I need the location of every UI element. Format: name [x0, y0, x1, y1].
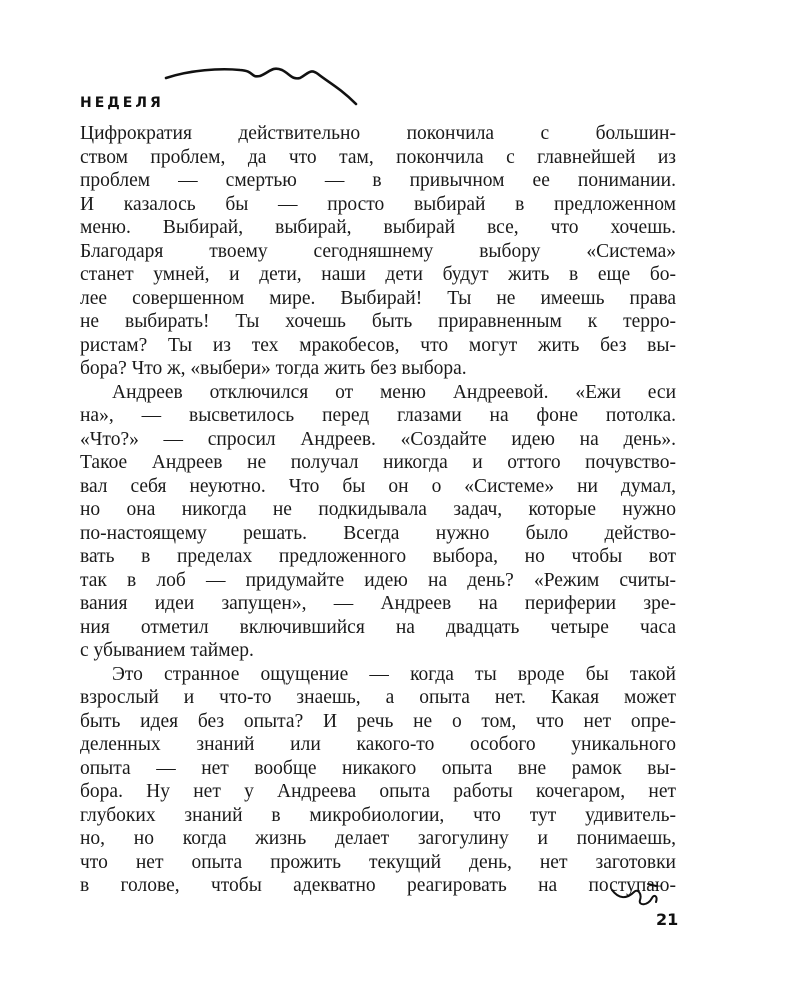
text-line: ристам? Ты из тех мракобесов, что могут жить без вы- [80, 334, 676, 356]
text-line: деленных знаний или какого-то особого уникального [80, 734, 676, 755]
text-line: что нет опыта прожить текущий день, нет заготовки [80, 851, 676, 873]
text-line: бора? Что ж, «выбери» тогда жить без выбора. [80, 358, 467, 379]
text-line: ством проблем, да что там, покончила с главнейшей из [80, 146, 676, 168]
text-line: проблем — смертью — в привычном ее понимании. [80, 170, 676, 191]
text-line: ния отметил включившийся на двадцать четыре часа [80, 616, 676, 638]
text-line: вания идеи запущен», — Андреев на периферии зре- [80, 593, 676, 614]
text-line: не выбирать! Ты хочешь быть приравненным к терро- [80, 311, 676, 332]
text-line: по-настоящему решать. Всегда нужно было действо- [80, 522, 676, 544]
page-number: 21 [656, 910, 679, 929]
text-line: Такое Андреев не получал никогда и оттого почувство- [80, 452, 676, 473]
text-line: И казалось бы — просто выбирай в предложенном [80, 193, 676, 215]
text-line: станет умней, и дети, наши дети будут жить в еще бо- [80, 264, 676, 285]
text-line: вал себя неуютно. Что бы он о «Системе» ни думал, [80, 475, 676, 497]
text-line: но она никогда не подкидывала задач, которые нужно [80, 499, 676, 520]
text-line: Благодаря твоему сегодняшнему выбору «Система» [80, 240, 676, 262]
text-line: с убыванием таймер. [80, 640, 254, 661]
text-line: бора. Ну нет у Андреева опыта работы кочегаром, нет [80, 781, 676, 802]
text-line: Это странное ощущение — когда ты вроде бы такой [112, 663, 676, 685]
text-line: Андреев отключился от меню Андреевой. «Ежи еси [112, 381, 676, 403]
body-text [80, 122, 676, 898]
text-line: быть идея без опыта? И речь не о том, что нет опре- [80, 710, 676, 732]
text-line: на», — высветилось перед глазами на фоне потолка. [80, 405, 676, 426]
text-line: в голове, чтобы адекватно реагировать на поступаю- [80, 875, 676, 896]
text-line: но, но когда жизнь делает загогулину и понимаешь, [80, 828, 676, 849]
text-line: опыта — нет вообще никакого опыта вне рамок вы- [80, 757, 676, 779]
decorative-squiggle-icon [608, 880, 668, 910]
text-line: лее совершенном мире. Выбирай! Ты не имеешь права [80, 287, 676, 309]
text-line: «Что?» — спросил Андреев. «Создайте идею на день». [80, 428, 676, 450]
text-line: глубоких знаний в микробиологии, что тут удивитель- [80, 804, 676, 826]
text-line: меню. Выбирай, выбирай, выбирай все, что хочешь. [80, 217, 676, 238]
text-line: Цифрократия действительно покончила с большин- [80, 123, 676, 144]
text-line: вать в пределах предложенного выбора, но чтобы вот [80, 546, 676, 567]
text-line: взрослый и что-то знаешь, а опыта нет. Какая может [80, 687, 676, 708]
text-line: так в лоб — придумайте идею на день? «Режим считы- [80, 569, 676, 591]
decorative-squiggle-icon [160, 58, 370, 108]
section-header: НЕДЕЛЯ [80, 95, 164, 111]
